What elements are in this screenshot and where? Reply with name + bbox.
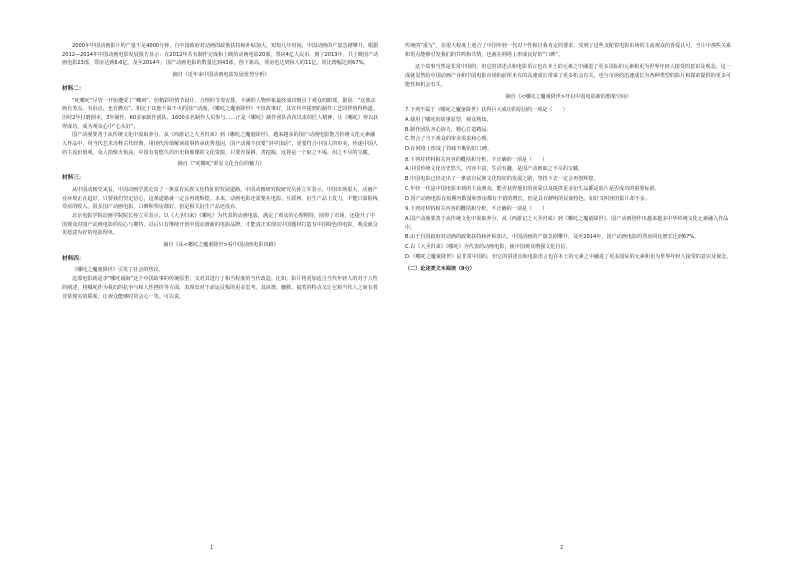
question-9-option-d: D.《哪吒之魔童降世》是非常中国的，但它的讲述点和电影语言也在本土的元素之中融进了更多国际的元素和更为世界年轻人接受的意识及观念。 bbox=[405, 253, 732, 260]
question-8-option-b: B.中国电影已经走出了一条富有民族文化特征的发展之路，坚持下去一定会再创辉煌。 bbox=[405, 176, 599, 183]
page-number-left: 1 bbox=[210, 545, 214, 551]
question-9-option-a: A.国产动漫要善于从传统文化中汲取养分，从《西游记之大圣归来》到《哪吒之魔童降世》，国产动画创作出越来越多中华传统文化元素融入作品中。 bbox=[405, 215, 729, 231]
question-8: 8.下列对材料相关内容的概括和分析，不正确的一项是（ ） bbox=[405, 156, 548, 163]
material-one-paragraph: 2000年中国动画影片的产量不足4000分钟。自中国政府对动画的政策扶持和补贴加大，短短几年时间，中国动画的产量急剧攀升。根据2012—2014年中国动画电影发展报告显示：在2012年共有制作完成和上映的动画电影20部，票房4亿人民币。到了2013年，共上映国产动画电影23部，票房达到6.6亿。及至2014年，国产动画电影的数量达到43部，创下新高，票房也达到惊人的11亿，同比增幅达到67%。 bbox=[62, 43, 379, 67]
question-7-option-d: D.在网络上形成了持续不断的好口碑。 bbox=[405, 146, 493, 153]
material-four-paragraph-3: 这个故事当然是非常中国的，但它的讲述点和电影语言也在本土的元素之中融进了更多国际的元素和更为世界年轻人接受的意识及观念。这一成就显然给中国动画产业和中国电影市场的前所未有的高速成长带来了更多机会有关，也与市场的迅速成长为各种类型的影片和探索提供的更多可能性和机会有关。 bbox=[405, 64, 732, 88]
question-9: 9.下列对材料相关内容的概括和分析，不正确的一项是（ ） bbox=[405, 206, 548, 213]
left-column bbox=[62, 42, 380, 301]
page-number-right: 2 bbox=[560, 545, 564, 551]
question-7-option-b: B.制作团队齐心协力，精心打造精品。 bbox=[405, 126, 492, 133]
question-9-option-b: B.由于自国政府对动画的政策扶持和补贴加大，中国动画的产量急剧攀升，及至2014年，国产动画电影的票房同比增长达到67%。 bbox=[405, 234, 700, 241]
question-9-option-c: C.以《大圣归来》《哪吒》为代表的动画电影，使中国观众增强文化自信。 bbox=[405, 244, 571, 251]
material-three-heading: 材料三： bbox=[62, 175, 85, 182]
question-7-option-a: A.使用了哪吒的故事原型，观众熟知。 bbox=[405, 116, 492, 123]
material-three-paragraph-2: 北京电影学院动画学院院长孙立军表示，以《大圣归来》《哪吒》为代表的动画电影，满足了观众的心理期待，圆得了市场，还提升了中国观众对国产动画电影的信心与期待。以后只有继续开创中国动画新的电影品牌，才能真正实现以中国题材打造有中国特色的电影，观众就会更愿意为好的电影埋单。 bbox=[62, 212, 378, 237]
question-8-option-d: D.国产动画电影在短期内数量和票房都有不错的增长，但是具有鲜明的民族特色，如好又叫座的影片却不多。 bbox=[405, 195, 650, 202]
source-caption-1: 摘自《近年来中国动画电影发展优势分析》 bbox=[172, 72, 270, 79]
material-four-paragraph-2: 这部电影就是李“哪吒闹海”这个中国故事的传统原型，又对其进行了相当程度的当代改造。比如，影片将更加适合当代年轻人的对于人性的阐述，将哪吒作为我们的抗争与和人性挫折等方面，表现出对于命运反叛的更多思考。其诙谐、幽默、搞笑的特点又让它和当代人之间有着非常现实的联系，让观众能够时常会心一笑。可以说， bbox=[62, 276, 378, 300]
material-four-continued: 传统的“重写”，在很大程度上迎合了中国年轻一代对个性和自我肯定的要求，受到了这些支配着电影市场的主流观众的喜爱认可。当片中那些关系和语点能够引发我们的共鸣和共情，也就在网络上形成良好的“口碑”。 bbox=[405, 43, 732, 58]
source-caption-3: 摘自《从<哪吒之魔童降世>看中国动画电影出路》 bbox=[163, 242, 279, 249]
material-two-paragraph-1: “吒哪吒”尽管一开始遭受了“嘲讽”，但精彩的情节设计、合理的节奏安排、丰满的人物形象最终成功吸引了观众的眼球。据说：“这部动画有笑点、有泪点、也有燃点”。相比于其他不温不火的国产动漫，《哪吒之魔童降世》不仅故事好，其宣传中提到的制作工艺同样值得称道。历时2年打磨剧本，3年制作，60多家制作团队、1600多名制作人员参与……正是《哪吒》制作团队孜孜以求的匠人精神，让《哪吒》得以获得成功，成为观众心中“心头好”。 bbox=[62, 97, 379, 130]
material-three-paragraph-1: 从中国动画史来看，中国动画学派走出了一条富有民族文化特征的发展道路。中国动画研究院研究员孙立军表示，中国市场很大，动画产业环境正在趋好，只要我们坚定信心，这条道路就一定会再现辉煌。未来，动画电影还需要在电影、互联网、衍生产品上发力，不能只靠院线票房的收入。很多国产动画电影，口碑和票房都好，但是相关衍生产品还没有。 bbox=[62, 186, 378, 211]
material-two-heading: 材料二： bbox=[62, 85, 85, 92]
question-7: 7.下列不属于《哪吒之魔童降世》获得巨大成功的原因的一项是（ ） bbox=[405, 107, 568, 114]
right-column bbox=[405, 42, 732, 274]
material-four-heading: 材料四： bbox=[62, 255, 85, 262]
question-8-option-c: C.年轻一代是中国电影市场的主流观众，能否获得他们的喜爱以及提供更多衍生品都是影片是否成功的重要标准。 bbox=[405, 185, 660, 192]
source-caption-2: 摘自《“吒哪吒”彰显文化自信的魅力》 bbox=[177, 161, 265, 168]
source-caption-4: 摘自《<哪吒之魔童降世>开启中国电影新的想象空间》 bbox=[505, 93, 632, 100]
material-two-paragraph-2: 国产动漫要善于从传统文化中汲取养分。从《西游记之大圣归来》到《哪吒之魔童降世》，越来越多的国产动漫电影饱含传统文化元素融入作品中，用当代艺术诠释古代经典，用现代价值解读故事传承优秀基因，国产动漫不仅要“讲中国话”，更要符合中国人的审美，传递中国人的主流价值观。众人拾柴火焰高，中国有着悠久的历史和璀璨的文化资源，只要肯深耕、善挖掘，这将是一个取之不竭、用之不尽的宝藏。 bbox=[62, 132, 379, 156]
section-two-title: （二）论述类文本阅读（9分） bbox=[405, 266, 475, 273]
question-7-option-c: C.契合了当下观众的审美需求和心理。 bbox=[405, 136, 492, 143]
question-8-option-a: A.中国传统文化历史悠久，内容丰富，生动有趣，是国产动画取之不尽的宝藏。 bbox=[405, 166, 584, 173]
material-four-paragraph-1: 《哪吒之魔童降世》引发了社会的热议。 bbox=[72, 267, 164, 274]
